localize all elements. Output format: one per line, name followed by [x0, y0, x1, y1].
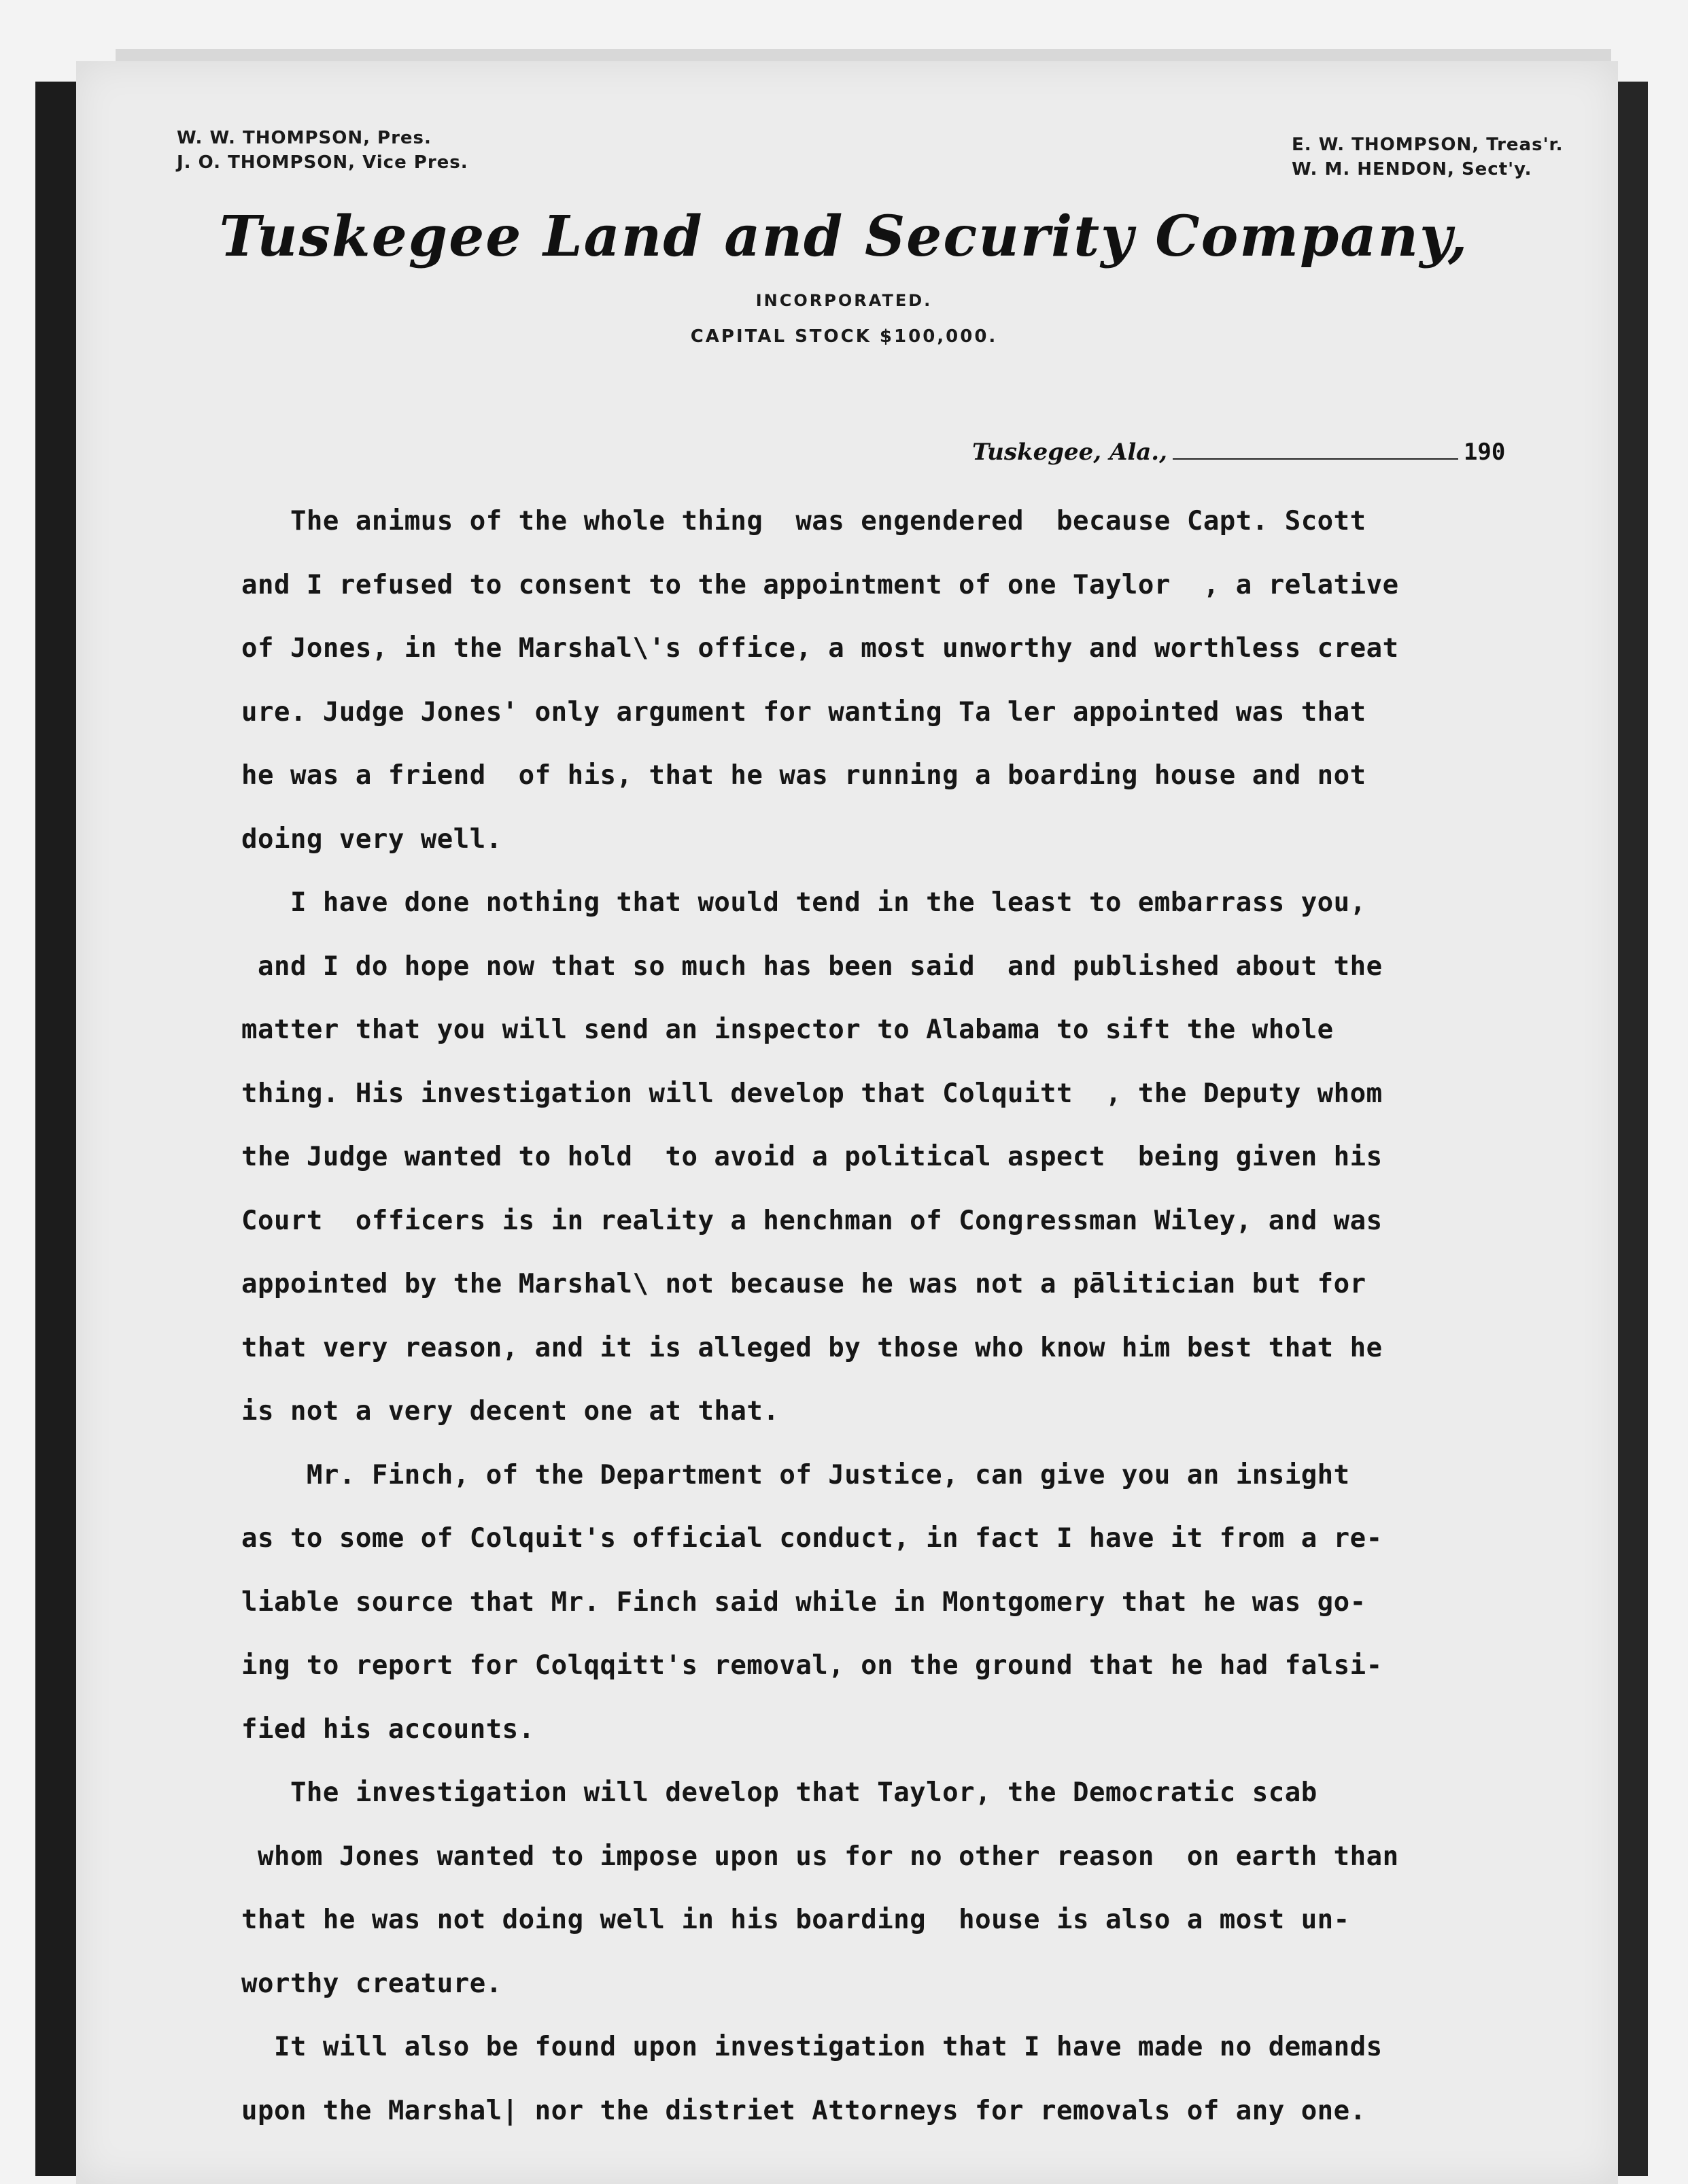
body-line: and I refused to consent to the appointment of one Taylor , a relative [241, 569, 1399, 600]
body-line: that very reason, and it is alleged by those who know him best that he [241, 1332, 1383, 1363]
body-line: appointed by the Marshal\ not because he was not a pālitician but for [241, 1269, 1366, 1299]
body-line: doing very well. [241, 823, 502, 855]
dateline [972, 439, 1505, 466]
body-line: matter that you will send an inspector to Alabama to sift the whole [241, 1014, 1334, 1045]
body-line: Court officers is in reality a henchman of Congressman Wiley, and was [241, 1205, 1383, 1236]
body-line: It will also be found upon investigation that I have made no demands [241, 2032, 1383, 2062]
body-line: worthy creature. [241, 1968, 502, 1999]
body-line: he was a friend of his, that he was running a boarding house and not [241, 760, 1366, 791]
officers-left [177, 126, 468, 175]
body-line: thing. His investigation will develop that Colquitt , the Deputy whom [241, 1078, 1383, 1109]
body-line: The animus of the whole thing was engendered because Capt. Scott [241, 506, 1366, 536]
body-line: I have done nothing that would tend in the least to embarrass you, [241, 887, 1366, 918]
body-line: whom Jones wanted to impose upon us for no other reason on earth than [241, 1841, 1399, 1872]
body-line: ing to report for Colqqitt's removal, on the ground that he had falsi- [241, 1650, 1383, 1681]
officer-president: W. W. THOMPSON, Pres. [177, 128, 432, 148]
incorporated-label: INCORPORATED. [755, 291, 933, 310]
body-line: Mr. Finch, of the Department of Justice, can give you an insight [241, 1459, 1350, 1490]
body-line: fied his accounts. [241, 1713, 535, 1745]
dateline-year: 190 [1463, 439, 1506, 466]
officer-vice-president: J. O. THOMPSON, Vice Pres. [177, 152, 468, 173]
body-line: is not a very decent one at that. [241, 1396, 780, 1427]
dateline-rule [1173, 458, 1458, 460]
body-line: and I do hope now that so much has been said and published about the [241, 951, 1383, 982]
dateline-place: Tuskegee, Ala., [972, 439, 1167, 466]
body-line: the Judge wanted to hold to avoid a political aspect being given his [241, 1142, 1383, 1172]
body-line: ure. Judge Jones' only argument for wanting Ta ler appointed was that [241, 696, 1366, 728]
body-line: upon the Marshal| nor the distriet Attorneys for removals of any one. [241, 2095, 1366, 2126]
body-line: The investigation will develop that Taylor, the Democratic scab [241, 1777, 1317, 1808]
officer-treasurer: E. W. THOMPSON, Treas'r. [1292, 135, 1564, 155]
body-line: that he was not doing well in his boarding house is also a most un- [241, 1905, 1350, 1935]
officers-right [1292, 133, 1564, 182]
body-line: liable source that Mr. Finch said while in Montgomery that he was go- [241, 1586, 1366, 1618]
capital-stock-label: CAPITAL STOCK $100,000. [690, 326, 998, 347]
body-line: as to some of Colquit's official conduct, in fact I have it from a re- [241, 1523, 1383, 1554]
company-name: Tuskegee Land and Security Company, [219, 204, 1469, 269]
letter-body [241, 490, 1533, 2143]
photo-left-shadow [35, 82, 82, 2176]
officer-secretary: W. M. HENDON, Sect'y. [1292, 159, 1532, 180]
body-line: of Jones, in the Marshal\'s office, a most unworthy and worthless creat [241, 633, 1399, 664]
